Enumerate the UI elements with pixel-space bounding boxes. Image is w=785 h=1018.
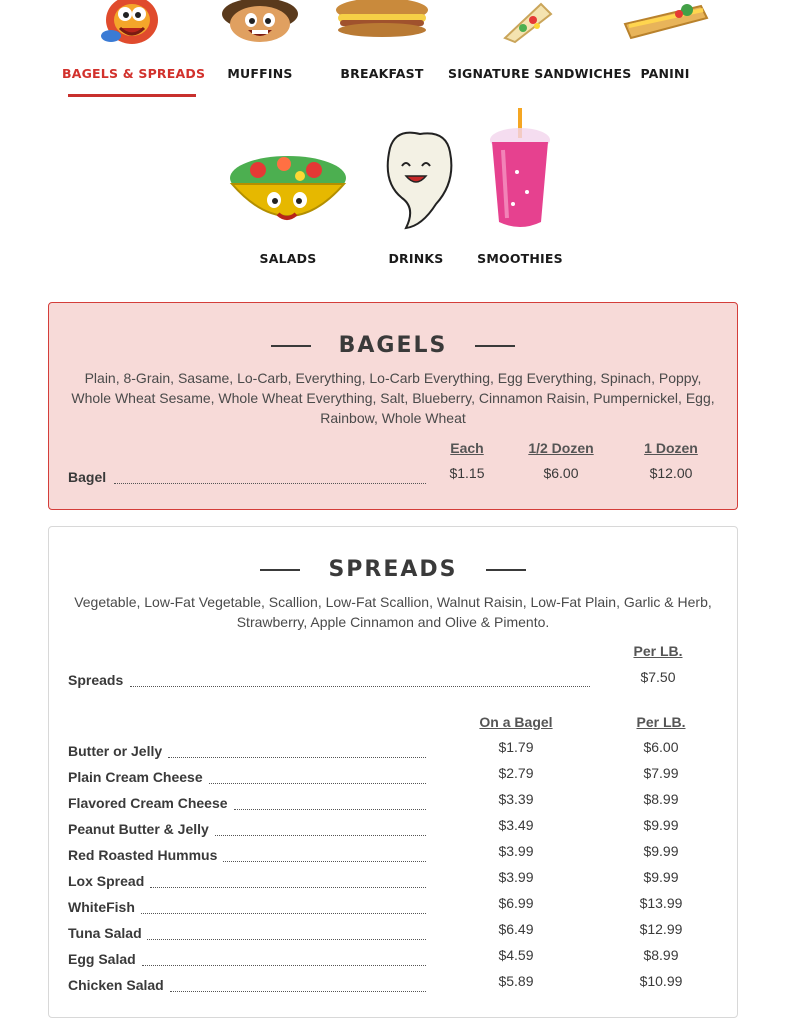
category-breakfast[interactable]	[326, 0, 438, 92]
price-per-lb: $7.99	[643, 765, 679, 781]
price-on-bagel: $1.79	[498, 739, 534, 755]
category-panini[interactable]	[612, 0, 718, 92]
menu-item-row	[68, 977, 428, 997]
category-label: MUFFINS	[227, 66, 293, 81]
salad-bowl-mascot-icon	[228, 152, 348, 232]
dot-leader	[223, 861, 426, 862]
heading-rule-left	[260, 569, 300, 571]
menu-item-row	[68, 469, 428, 489]
menu-item-row	[68, 951, 428, 971]
price-on-bagel: $3.99	[498, 843, 534, 859]
dot-leader	[215, 835, 426, 836]
spreads-panel	[48, 526, 738, 1018]
price-per-lb: $8.99	[643, 791, 679, 807]
price-per-lb: $7.50	[640, 669, 676, 685]
price-dozen: $12.00	[649, 465, 693, 481]
price-per-lb: $13.99	[639, 895, 683, 911]
dot-leader	[150, 887, 426, 888]
menu-item-row	[68, 743, 428, 763]
price-per-lb: $9.99	[643, 817, 679, 833]
dot-leader	[209, 783, 426, 784]
smoothie-cup-icon	[487, 108, 553, 230]
menu-item-row	[68, 925, 428, 945]
category-label: SMOOTHIES	[477, 251, 563, 266]
category-salads[interactable]	[228, 148, 348, 270]
dot-leader	[130, 686, 590, 687]
menu-item-name: Tuna Salad	[68, 925, 142, 941]
menu-item-name: Bagel	[68, 469, 107, 485]
menu-item-row	[68, 847, 428, 867]
menu-item-name: Egg Salad	[68, 951, 136, 967]
dot-leader	[168, 757, 426, 758]
menu-item-row	[68, 899, 428, 919]
price-on-bagel: $3.49	[498, 817, 534, 833]
menu-item-row	[68, 821, 428, 841]
dot-leader	[147, 939, 426, 940]
menu-item-name: Flavored Cream Cheese	[68, 795, 228, 811]
column-header-per-lb: Per LB.	[636, 714, 686, 730]
bagels-description: Plain, 8-Grain, Sasame, Lo-Carb, Everything, Lo-Carb Everything, Egg Everything, Spinach, Poppy, Whole Wheat Sesame, Whole Wheat Everything, Salt, Blueberry, Cinnamon Raisin, Pumpernickel, Egg, Rainbow, Whole Wheat	[71, 370, 715, 426]
active-category-underline	[68, 94, 196, 97]
heading-rule-right	[486, 569, 526, 571]
column-header-on-bagel: On a Bagel	[479, 714, 553, 730]
menu-item-name: Butter or Jelly	[68, 743, 163, 759]
heading-rule-left	[271, 345, 311, 347]
price-per-lb: $8.99	[643, 947, 679, 963]
bagels-title: BAGELS	[338, 333, 448, 358]
price-half-dozen: $6.00	[543, 465, 579, 481]
menu-item-name: Peanut Butter & Jelly	[68, 821, 209, 837]
heading-rule-right	[475, 345, 515, 347]
dot-leader	[141, 913, 426, 914]
menu-item-row	[68, 873, 428, 893]
menu-item-name: Chicken Salad	[68, 977, 164, 993]
column-header-dozen: 1 Dozen	[644, 440, 698, 456]
category-nav	[0, 0, 785, 290]
drink-ghost-mascot-icon	[376, 128, 456, 230]
category-label: DRINKS	[388, 251, 444, 266]
dot-leader	[114, 483, 426, 484]
category-label: SALADS	[259, 251, 317, 266]
wrap-sandwich-icon	[497, 0, 557, 44]
price-per-lb: $10.99	[639, 973, 683, 989]
price-on-bagel: $3.99	[498, 869, 534, 885]
dot-leader	[170, 991, 426, 992]
column-header-each: Each	[450, 440, 484, 456]
spreads-description: Vegetable, Low-Fat Vegetable, Scallion, Low-Fat Scallion, Walnut Raisin, Low-Fat Plain, Garlic & Herb, Strawberry, Apple Cinnamon and Olive & Pimento.	[74, 594, 712, 630]
panini-icon	[617, 0, 713, 40]
spreads-title: SPREADS	[328, 557, 458, 582]
price-on-bagel: $3.39	[498, 791, 534, 807]
price-on-bagel: $4.59	[498, 947, 534, 963]
category-bagels-spreads[interactable]	[62, 0, 206, 92]
menu-item-name: Spreads	[68, 672, 124, 688]
price-per-lb: $12.99	[639, 921, 683, 937]
menu-item-name: Lox Spread	[68, 873, 145, 889]
breakfast-sandwich-icon	[330, 0, 434, 38]
price-on-bagel: $6.49	[498, 921, 534, 937]
category-label: BAGELS & SPREADS	[62, 66, 206, 81]
menu-item-name: WhiteFish	[68, 899, 135, 915]
category-label: SIGNATURE SANDWICHES	[448, 66, 632, 81]
dot-leader	[234, 809, 426, 810]
category-label: PANINI	[640, 66, 690, 81]
bagels-panel	[48, 302, 738, 510]
column-header-half-dozen: 1/2 Dozen	[528, 440, 594, 456]
menu-item-row	[68, 795, 428, 815]
muffin-mascot-icon	[220, 0, 300, 44]
spreads-heading	[49, 557, 737, 582]
price-on-bagel: $5.89	[498, 973, 534, 989]
price-per-lb: $6.00	[643, 739, 679, 755]
price-each: $1.15	[449, 465, 485, 481]
menu-item-row	[68, 672, 592, 692]
price-on-bagel: $6.99	[498, 895, 534, 911]
menu-item-name: Red Roasted Hummus	[68, 847, 218, 863]
menu-item-name: Plain Cream Cheese	[68, 769, 203, 785]
bagel-mascot-icon	[87, 0, 177, 46]
category-signature-sandwiches[interactable]	[448, 0, 632, 92]
category-smoothies[interactable]	[476, 108, 564, 270]
column-header-bulk-per-lb: Per LB.	[633, 643, 683, 659]
price-on-bagel: $2.79	[498, 765, 534, 781]
category-drinks[interactable]	[372, 128, 460, 270]
bagels-heading	[49, 333, 737, 358]
category-muffins[interactable]	[205, 0, 315, 92]
price-per-lb: $9.99	[643, 843, 679, 859]
dot-leader	[142, 965, 426, 966]
category-label: BREAKFAST	[340, 66, 424, 81]
menu-item-row	[68, 769, 428, 789]
price-per-lb: $9.99	[643, 869, 679, 885]
